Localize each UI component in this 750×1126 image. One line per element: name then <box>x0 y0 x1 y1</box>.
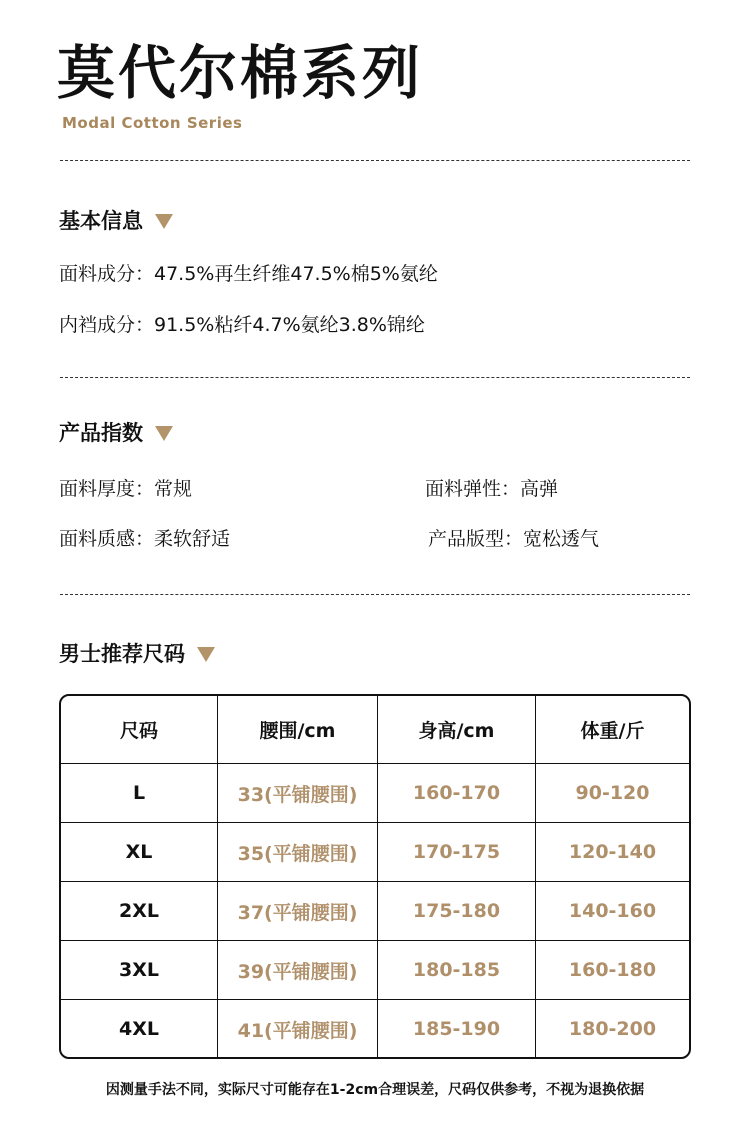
fabric-elasticity: 面料弹性：高弹 <box>425 478 559 500</box>
column-header-waist: 腰围/cm <box>217 696 377 763</box>
waist-cell: 37(平铺腰围) <box>217 882 377 940</box>
height-cell: 180-185 <box>377 941 535 999</box>
basic-info-heading-label: 基本信息 <box>59 209 143 233</box>
product-index-heading-label: 产品指数 <box>59 421 143 445</box>
column-header-weight: 体重/斤 <box>535 696 689 763</box>
size-cell: XL <box>125 841 153 863</box>
table-header-row <box>61 696 689 763</box>
waist-cell: 33(平铺腰围) <box>217 764 377 822</box>
triangle-down-icon <box>155 426 173 441</box>
waist-cell: 41(平铺腰围) <box>217 1000 377 1058</box>
table-row <box>61 999 689 1058</box>
size-cell: L <box>132 782 146 804</box>
height-cell: 175-180 <box>377 882 535 940</box>
table-row <box>61 940 689 999</box>
weight-cell: 160-180 <box>535 941 689 999</box>
size-heading-label: 男士推荐尺码 <box>59 642 185 666</box>
size-heading <box>59 639 215 669</box>
weight-cell: 140-160 <box>535 882 689 940</box>
table-row <box>61 763 689 822</box>
crotch-composition: 内裆成分：91.5%粘纤4.7%氨纶3.8%锦纶 <box>59 314 425 336</box>
height-cell: 185-190 <box>377 1000 535 1058</box>
fabric-composition: 面料成分：47.5%再生纤维47.5%棉5%氨纶 <box>59 263 438 285</box>
product-index-heading <box>59 418 173 448</box>
triangle-down-icon <box>197 647 215 662</box>
triangle-down-icon <box>155 214 173 229</box>
size-cell: 3XL <box>119 959 159 981</box>
fabric-thickness: 面料厚度：常规 <box>59 478 193 500</box>
fabric-texture: 面料质感：柔软舒适 <box>59 528 231 550</box>
table-row <box>61 881 689 940</box>
size-cell: 4XL <box>119 1018 159 1040</box>
product-fit: 产品版型：宽松透气 <box>428 528 600 550</box>
height-cell: 170-175 <box>377 823 535 881</box>
height-cell: 160-170 <box>377 764 535 822</box>
size-cell: 2XL <box>119 900 159 922</box>
basic-info-heading <box>59 206 173 236</box>
size-table <box>59 694 691 1059</box>
weight-cell: 90-120 <box>535 764 689 822</box>
table-row <box>61 822 689 881</box>
divider <box>60 160 690 161</box>
waist-cell: 39(平铺腰围) <box>217 941 377 999</box>
weight-cell: 120-140 <box>535 823 689 881</box>
column-header-size: 尺码 <box>119 720 158 742</box>
page-subtitle: Modal Cotton Series <box>62 114 243 132</box>
page-title: 莫代尔棉系列 <box>57 39 424 107</box>
waist-cell: 35(平铺腰围) <box>217 823 377 881</box>
divider <box>60 377 690 378</box>
weight-cell: 180-200 <box>535 1000 689 1058</box>
column-header-height: 身高/cm <box>377 696 535 763</box>
divider <box>60 594 690 595</box>
measurement-disclaimer: 因测量手法不同，实际尺寸可能存在1-2cm合理误差，尺码仅供参考，不视为退换依据 <box>105 1082 645 1098</box>
